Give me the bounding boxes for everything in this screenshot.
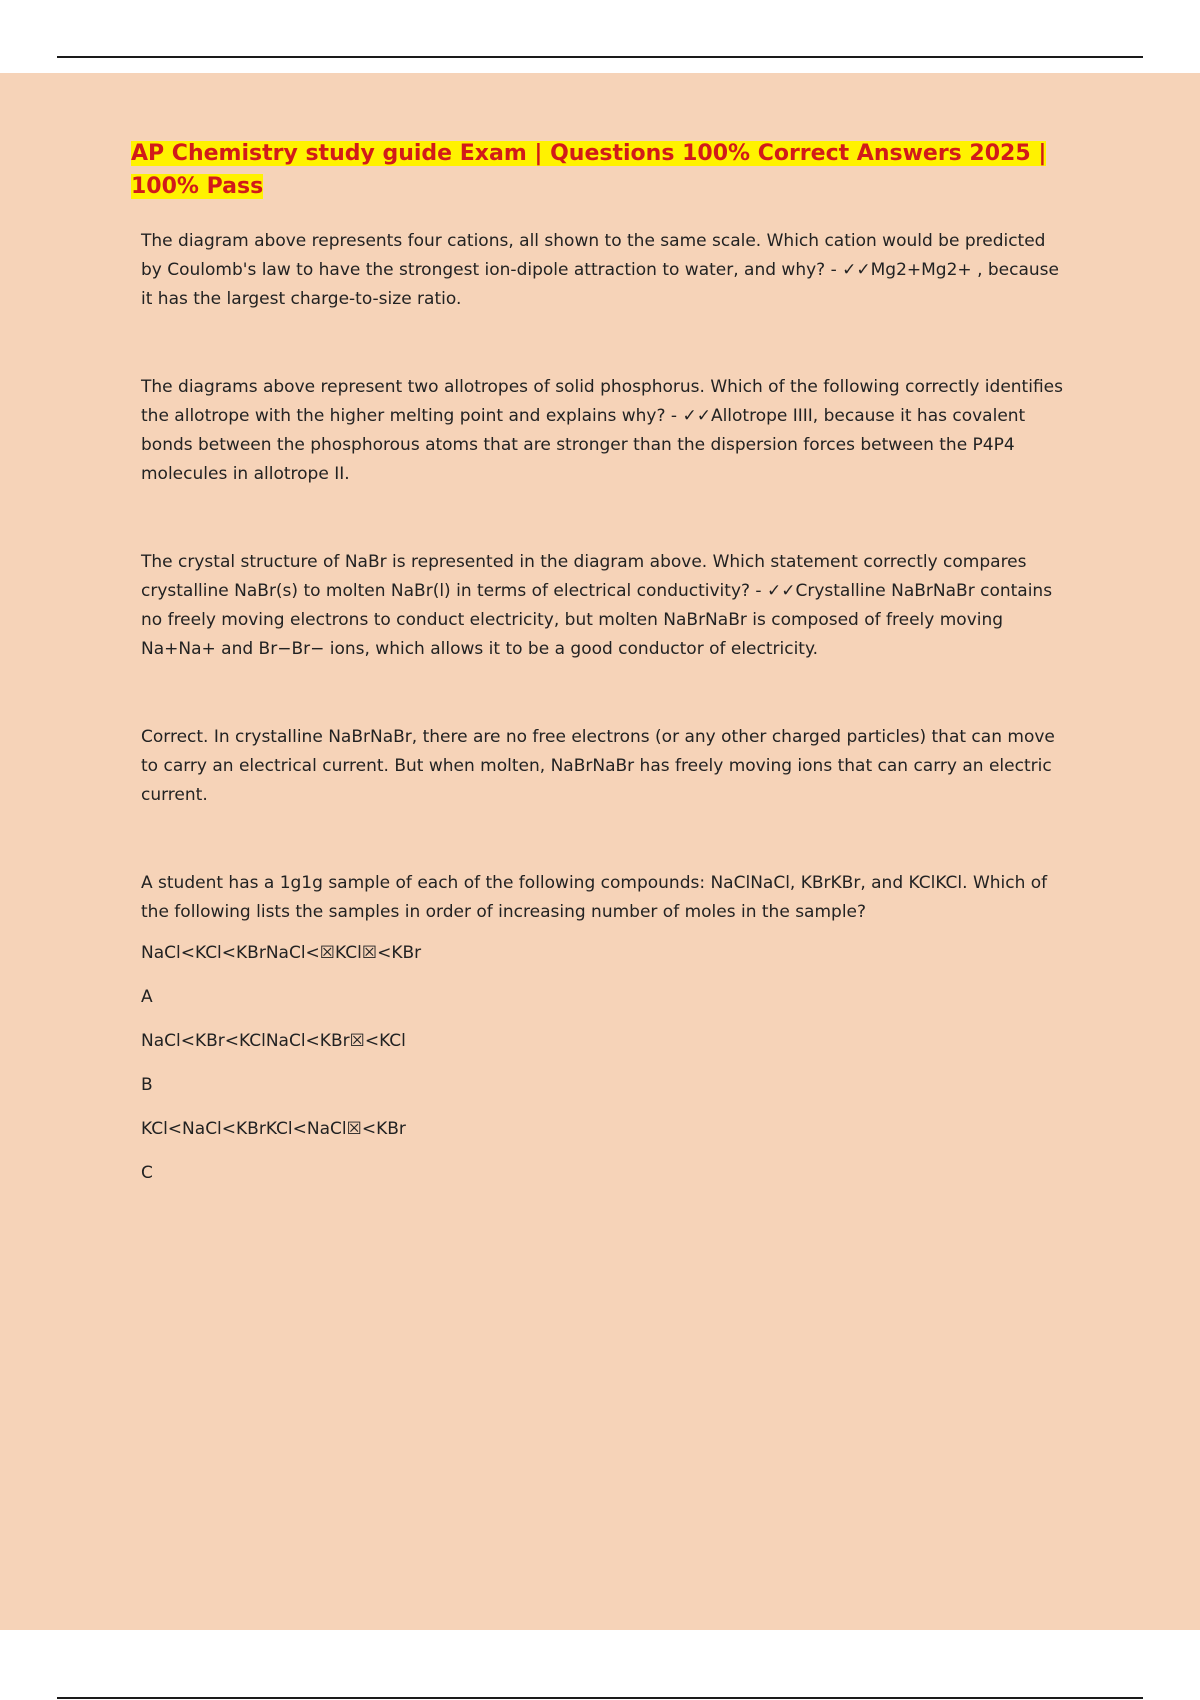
option-letter: B: [141, 1075, 153, 1095]
paragraph-cations: The diagram above represents four cations, all shown to the same scale. Which cation would be predicted by Coulomb's law to have the strongest ion-dipole attraction to water, and why? - ✓✓Mg2+Mg2+ , because it has the largest charge-to-size ratio.: [141, 231, 1059, 309]
paragraph-allotropes: The diagrams above represent two allotropes of solid phosphorus. Which of the following correctly identifies the allotrope with the higher melting point and explains why? - ✓✓Allotrope IIII, because it has covalent bonds between the phosphorous atoms that are stronger than the dispersion forces between the P4P4 molecules in allotrope II.: [141, 377, 1063, 484]
document-title: [131, 137, 1061, 203]
paragraph-nabr-conductivity: The crystal structure of NaBr is represented in the diagram above. Which statement correctly compares crystalline NaBr(s) to molten NaBr(l) in terms of electrical conductivity? - ✓✓Crystalline NaBrNaBr contains no freely moving electrons to conduct electricity, but molten NaBrNaBr is composed of freely moving Na+Na+ and Br−Br− ions, which allows it to be a good conductor of electricity.: [141, 552, 1053, 659]
option-text: NaCl<KCl<KBrNaCl<☒KCl☒<KBr: [141, 943, 422, 963]
document-body: [141, 227, 1069, 1203]
option-text: NaCl<KBr<KClNaCl<KBr☒<KCl: [141, 1031, 406, 1051]
option-letter: C: [141, 1163, 153, 1183]
option-letter: A: [141, 987, 153, 1007]
bottom-rule: [57, 1697, 1143, 1699]
top-rule: [57, 56, 1143, 58]
question-moles: A student has a 1g1g sample of each of the following compounds: NaClNaCl, KBrKBr, and KClKCl. Which of the following lists the samples in order of increasing number of moles in the sample?: [141, 873, 1048, 922]
paragraph-correct-explanation: Correct. In crystalline NaBrNaBr, there are no free electrons (or any other charged particles) that can move to carry an electrical current. But when molten, NaBrNaBr has freely moving ions that can carry an electric current.: [141, 727, 1055, 805]
title-highlight: AP Chemistry study guide Exam | Questions 100% Correct Answers 2025 | 100% Pass: [131, 141, 1047, 199]
option-text: KCl<NaCl<KBrKCl<NaCl☒<KBr: [141, 1119, 406, 1139]
